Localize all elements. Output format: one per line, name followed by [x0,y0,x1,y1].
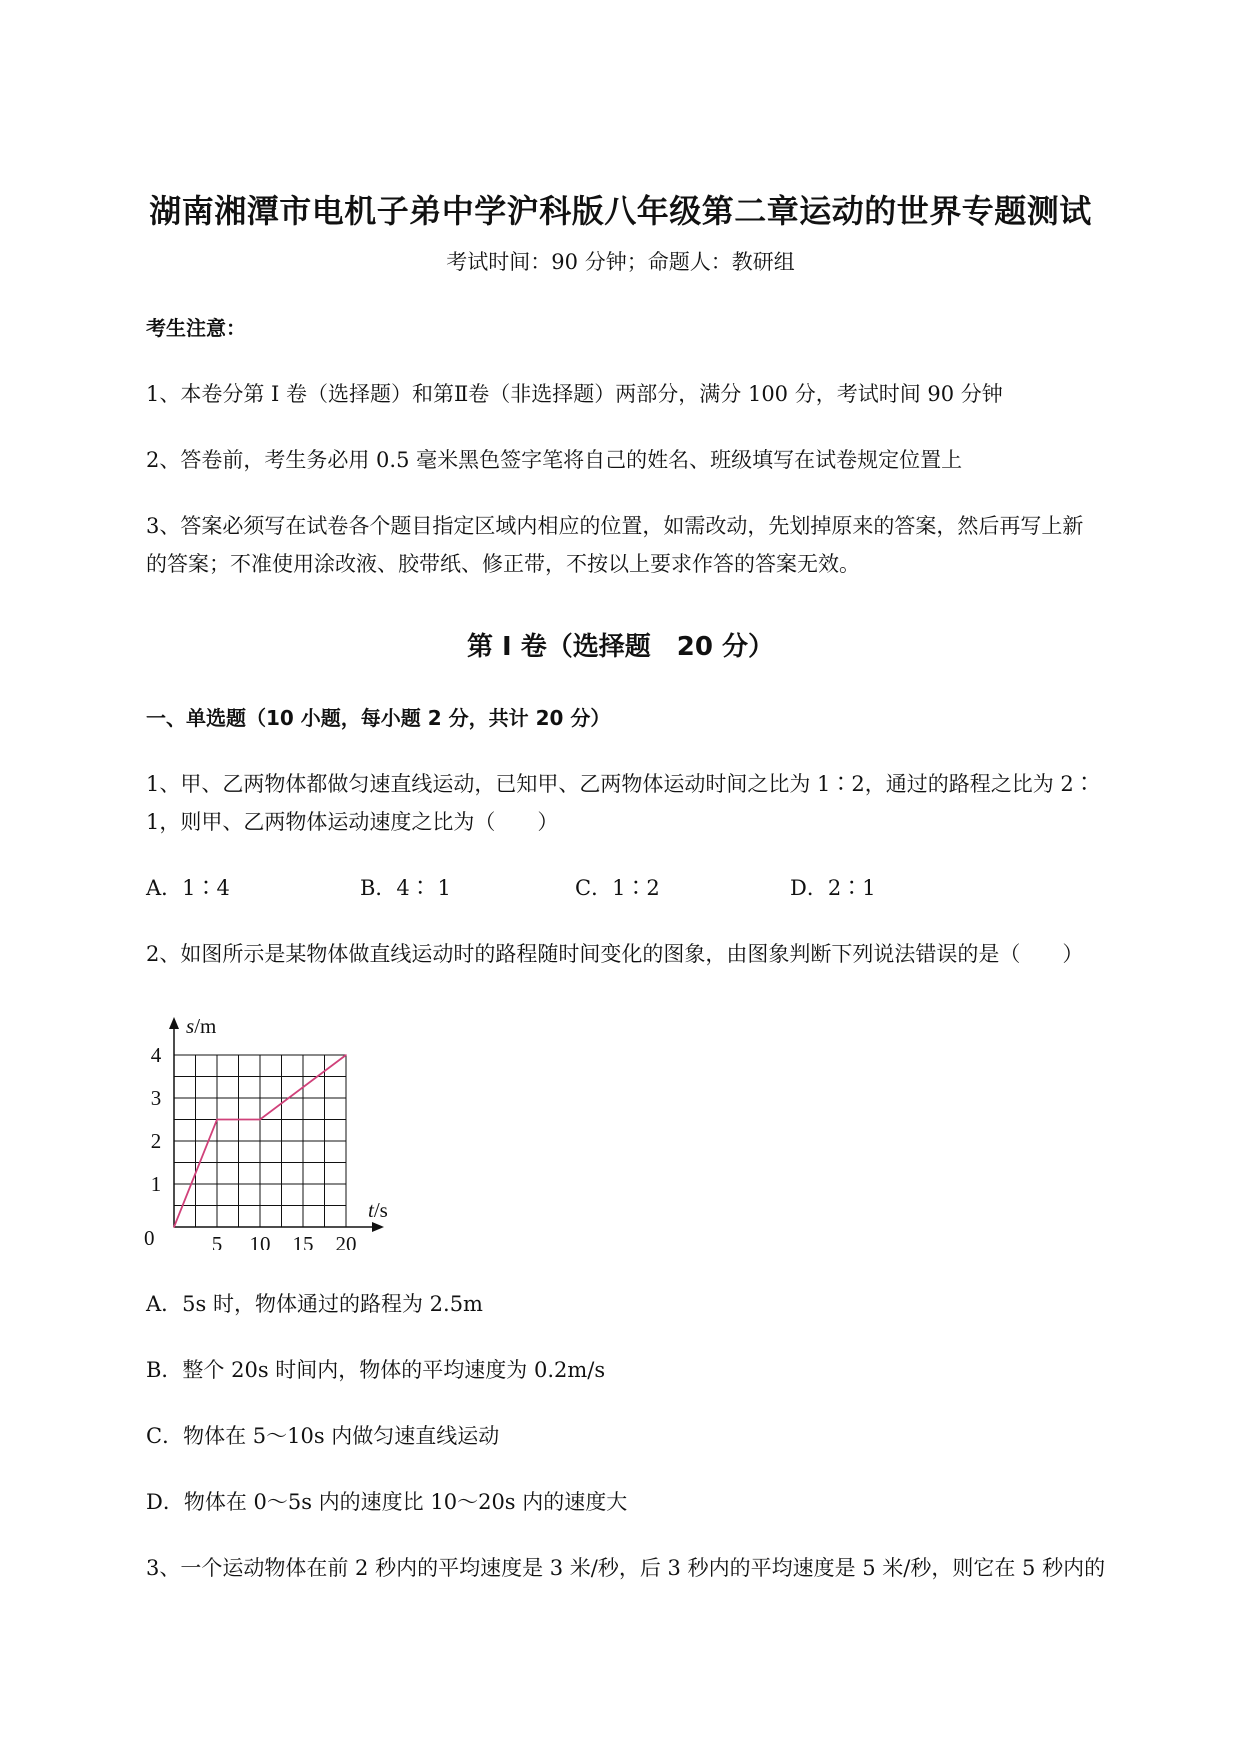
data-point [345,1054,347,1056]
x-tick-label: 5 [211,1232,223,1250]
q2-option-c: C．物体在 5～10s 内做匀速直线运动 [146,1424,500,1448]
y-tick-label: 1 [150,1172,162,1196]
q2-option-b: B．整个 20s 时间内，物体的平均速度为 0.2m/s [146,1358,606,1382]
x-axis-arrow-icon [372,1222,384,1232]
x-axis-label: t/s [368,1198,388,1222]
q2-stem: 2、如图所示是某物体做直线运动时的路程随时间变化的图象，由图象判断下列说法错误的是（ ） [146,942,1084,966]
y-axis-label: s/m [186,1014,217,1038]
q1-stem-line1: 1、甲、乙两物体都做匀速直线运动，已知甲、乙两物体运动时间之比为 1∶2，通过的路程之比为 2∶ [146,772,1095,796]
exam-title: 湖南湘潭市电机子弟中学沪科版八年级第二章运动的世界专题测试 [149,192,1092,230]
q3-stem-line1: 3、一个运动物体在前 2 秒内的平均速度是 3 米/秒，后 3 秒内的平均速度是 5 米/秒，则它在 5 秒内的 [146,1556,1106,1580]
notice-item-3: 3、答案必须写在试卷各个题目指定区域内相应的位置，如需改动，先划掉原来的答案，然后再写上新 [146,514,1084,538]
q1-option-d: D．2∶1 [790,876,876,900]
q1-option-a: A．1∶4 [146,876,230,900]
y-tick-label: 3 [150,1086,162,1110]
section-title: 第 I 卷（选择题 20 分） [466,632,774,662]
x-tick-label: 15 [292,1232,314,1250]
data-point [173,1226,175,1228]
notice-item-3-cont: 的答案；不准使用涂改液、胶带纸、修正带，不按以上要求作答的答案无效。 [146,552,860,576]
y-axis-arrow-icon [169,1017,179,1029]
x-tick-label: 20 [335,1232,357,1250]
q1-stem-line2: 1，则甲、乙两物体运动速度之比为（ ） [146,810,559,834]
notice-item-1: 1、本卷分第 I 卷（选择题）和第Ⅱ卷（非选择题）两部分，满分 100 分，考试时间 90 分钟 [146,382,1003,406]
st-graph [140,1000,400,1250]
y-tick-label: 4 [150,1043,162,1067]
q1-option-c: C．1∶2 [575,876,660,900]
notice-heading: 考生注意： [146,316,246,340]
part-heading: 一、单选题（10 小题，每小题 2 分，共计 20 分） [146,706,611,730]
x-tick-label: 10 [249,1232,271,1250]
q2-option-a: A．5s 时，物体通过的路程为 2.5m [146,1292,483,1316]
notice-item-2: 2、答卷前，考生务必用 0.5 毫米黑色签字笔将自己的姓名、班级填写在试卷规定位置上 [146,448,963,472]
q2-option-d: D．物体在 0～5s 内的速度比 10～20s 内的速度大 [146,1490,628,1514]
q1-option-b: B．4∶ 1 [360,876,451,900]
exam-subtitle: 考试时间：90 分钟；命题人：教研组 [446,250,795,274]
y-tick-label: 2 [150,1129,162,1153]
data-point [216,1119,218,1121]
data-point [259,1119,261,1121]
origin-label: 0 [144,1226,155,1250]
